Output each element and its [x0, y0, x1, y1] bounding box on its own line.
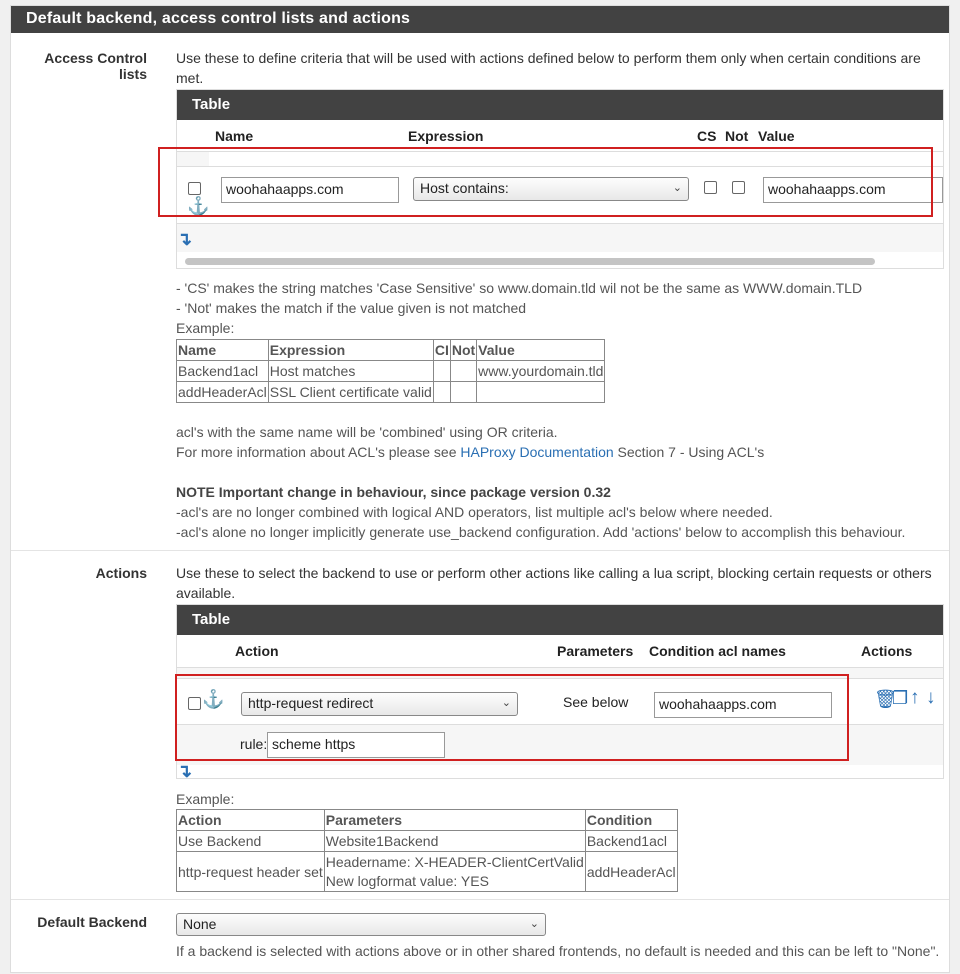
actions-description: Use these to select the backend to use or perform other actions like calling a lua script, blocking certain requests or others available.: [176, 565, 932, 601]
cell: www.yourdomain.tld: [477, 361, 605, 382]
acl-help-cs: - 'CS' makes the string matches 'Case Sensitive' so www.domain.tld wil not be the same as WWW.domain.TLD: [176, 280, 863, 296]
table-row: [177, 852, 678, 892]
actions-col-action: Action: [235, 643, 279, 659]
acl-note-title: NOTE Important change in behaviour, since package version 0.32: [176, 484, 611, 500]
cell: [477, 382, 605, 403]
actions-col-parameters: Parameters: [557, 643, 634, 659]
table-row: [177, 361, 605, 382]
cell: [433, 361, 450, 382]
cell: Host matches: [268, 361, 433, 382]
acl-more-suffix: Section 7 - Using ACL's: [613, 444, 765, 460]
cell: [450, 361, 476, 382]
add-row-arrow-down-icon[interactable]: ↴: [177, 761, 193, 779]
cell: addHeaderAcl: [585, 852, 677, 892]
acl-combined-text: acl's with the same name will be 'combined' using OR criteria.: [176, 424, 558, 440]
cell: SSL Client certificate valid: [268, 382, 433, 403]
acl-expression-value: Host contains:: [420, 180, 509, 196]
add-row-arrow-down-icon[interactable]: ↴: [177, 229, 193, 249]
actions-label: Actions: [95, 565, 147, 581]
acl-col-expression: Expression: [408, 128, 484, 144]
chevron-down-icon: ⌄: [672, 182, 682, 194]
actions-ex-col: Parameters: [324, 810, 585, 831]
cell: http-request header set: [177, 852, 325, 892]
acl-col-name: Name: [215, 128, 254, 144]
acl-table-scrollbar[interactable]: [185, 258, 875, 265]
rule-input[interactable]: scheme https: [267, 732, 445, 758]
action-parameters-text: See below: [563, 694, 629, 710]
acl-value-input[interactable]: woohahaapps.com: [763, 177, 943, 203]
chevron-down-icon: ⌄: [529, 918, 539, 930]
acl-ex-col: Name: [177, 340, 269, 361]
copy-icon[interactable]: ❐: [892, 688, 909, 708]
actions-col-condition: Condition acl names: [649, 643, 786, 659]
cell: Website1Backend: [324, 831, 585, 852]
acl-description: Use these to define criteria that will be used with actions defined below to perform them only when certain conditions are met.: [176, 50, 921, 86]
default-backend-label: Default Backend: [37, 914, 147, 930]
arrow-up-icon[interactable]: ↑: [910, 687, 920, 708]
actions-highlight-box: [175, 674, 849, 761]
acl-ex-col: Expression: [268, 340, 433, 361]
panel: [10, 5, 950, 973]
cell: Backend1acl: [585, 831, 677, 852]
action-condition-input[interactable]: woohahaapps.com: [654, 692, 832, 718]
actions-example-label: Example:: [176, 791, 235, 807]
acl-col-cs: CS: [697, 128, 717, 144]
acl-col-not: Not: [725, 128, 749, 144]
table-row: [177, 831, 678, 852]
cell-line: New logformat value: YES: [325, 872, 489, 889]
default-backend-value: None: [183, 916, 217, 932]
actions-col-actions: Actions: [861, 643, 913, 659]
cell: Backend1acl: [177, 361, 269, 382]
trash-icon[interactable]: 🗑: [874, 689, 897, 709]
table-row: [177, 382, 605, 403]
chevron-down-icon: ⌄: [501, 697, 511, 709]
acl-highlight-box: [158, 147, 933, 217]
panel-title: Default backend, access control lists and actions: [11, 6, 949, 33]
acl-more-info: [176, 442, 764, 462]
acl-table-title: Table: [177, 90, 943, 120]
cell: addHeaderAcl: [177, 382, 269, 403]
acl-example-label: Example:: [176, 320, 235, 336]
actions-ex-col: Action: [177, 810, 325, 831]
acl-example-table: [176, 339, 605, 403]
anchor-icon[interactable]: ⚓: [202, 689, 225, 709]
acl-col-value: Value: [758, 128, 795, 144]
arrow-down-icon[interactable]: ↓: [926, 687, 936, 708]
default-backend-select[interactable]: [176, 913, 546, 936]
anchor-icon[interactable]: ⚓: [187, 196, 210, 216]
acl-name-input[interactable]: woohahaapps.com: [221, 177, 399, 203]
actions-ex-col: Condition: [585, 810, 677, 831]
acl-ex-col: CI: [433, 340, 450, 361]
cell: [324, 852, 585, 892]
action-select-value: http-request redirect: [248, 695, 374, 711]
acl-ex-col: Value: [477, 340, 605, 361]
acl-help-not: - 'Not' makes the match if the value given is not matched: [176, 300, 527, 316]
acl-note-1: -acl's are no longer combined with logical AND operators, list multiple acl's below where needed.: [176, 504, 773, 520]
haproxy-documentation-link[interactable]: HAProxy Documentation: [460, 444, 614, 460]
cell-line: Headername: X-HEADER-ClientCertValid: [325, 853, 584, 870]
actions-table-title: Table: [177, 605, 943, 635]
acl-label: Access Control lists: [44, 50, 147, 82]
cell: [433, 382, 450, 403]
default-backend-help: If a backend is selected with actions above or in other shared frontends, no default is needed and this can be left to "None".: [176, 943, 940, 959]
acl-note-2: -acl's alone no longer implicitly generate use_backend configuration. Add 'actions' below to accomplish this behaviour.: [176, 524, 906, 540]
actions-example-table: [176, 809, 678, 892]
acl-more-prefix: For more information about ACL's please see: [176, 444, 461, 460]
cell: [450, 382, 476, 403]
cell: Use Backend: [177, 831, 325, 852]
rule-label: rule:: [240, 736, 268, 752]
acl-ex-col: Not: [450, 340, 476, 361]
